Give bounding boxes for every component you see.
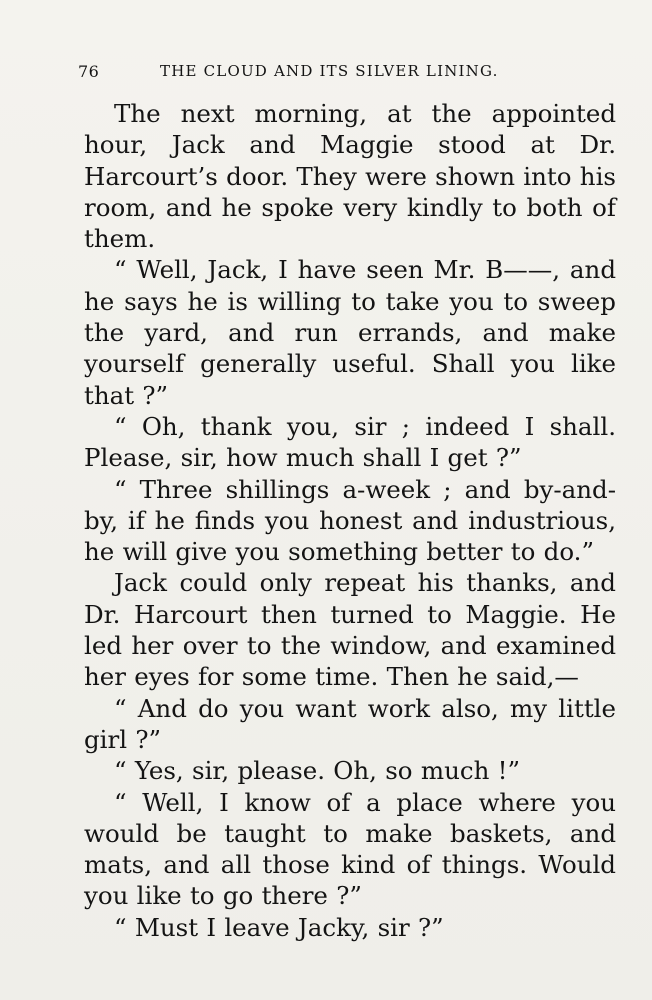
paragraph: “ Oh, thank you, sir ; indeed I shall. Please, sir, how much shall I get ?” (84, 411, 616, 473)
paragraph: “ And do you want work also, my little girl ?” (84, 693, 616, 754)
paragraph: “ Well, I know of a place where you would be taught to make baskets, and mats, and all those kind of things. Would you like to go there ?” (84, 787, 616, 911)
page-number: 76 (78, 62, 100, 81)
paragraph: Jack could only repeat his thanks, and Dr. Harcourt then turned to Maggie. He led her over to the window, and examined her eyes for some time. Then he said,— (84, 568, 616, 692)
paragraph: “ Must I leave Jacky, sir ?” (114, 912, 444, 942)
running-header (78, 62, 578, 84)
body-text (84, 98, 616, 943)
paragraph: “ Yes, sir, please. Oh, so much !” (114, 756, 521, 786)
paragraph: The next morning, at the appointed hour, Jack and Maggie stood at Dr. Harcourt’s door. They were shown into his room, and he spoke very kindly to both of them. (84, 99, 616, 254)
paragraph: “ Well, Jack, I have seen Mr. B——, and he says he is willing to take you to sweep the yard, and run errands, and make yourself generally useful. Shall you like that ?” (84, 255, 616, 410)
running-title: THE CLOUD AND ITS SILVER LINING. (160, 62, 499, 80)
paragraph: “ Three shillings a-week ; and by-and-by, if he finds you honest and industrious, he will give you something better to do.” (84, 474, 616, 567)
